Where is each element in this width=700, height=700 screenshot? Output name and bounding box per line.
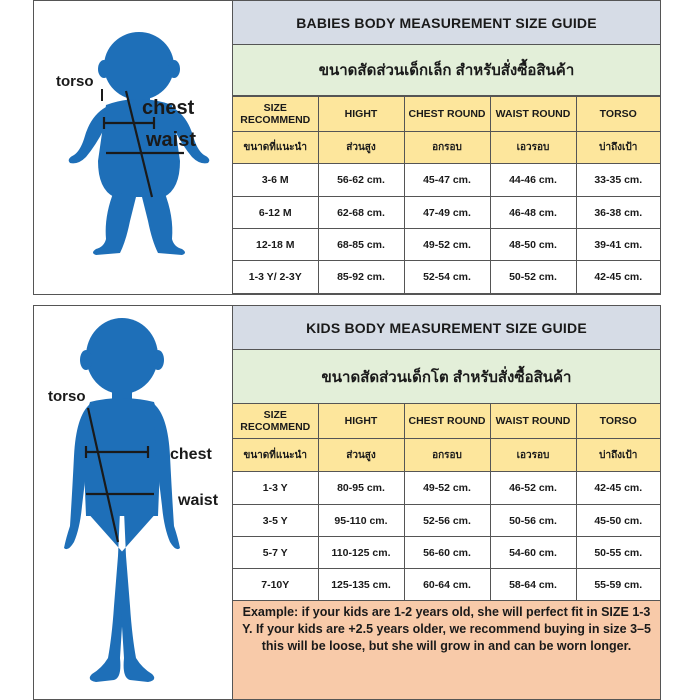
table-cell: 39-41 cm. [576, 229, 660, 261]
thai-header-cell: อกรอบ [404, 439, 490, 472]
example-note: Example: if your kids are 1-2 years old, she will perfect fit in SIZE 1-3 Y. If your kids are +2.5 years older, we recommend buying in size 3–5 this will be loose, but she will grow in and can be worn longer. [233, 600, 660, 699]
table-cell: 33-35 cm. [576, 164, 660, 197]
kids-size-guide [33, 305, 661, 700]
header-cell: WAIST ROUND [490, 97, 576, 132]
header-cell: SIZE RECOMMEND [233, 404, 318, 439]
kids-thai-header-row [233, 439, 660, 472]
table-cell: 80-95 cm. [318, 472, 404, 505]
table-row [233, 537, 660, 569]
table-cell: 42-45 cm. [576, 472, 660, 505]
torso-label: torso [48, 388, 86, 405]
table-cell: 42-45 cm. [576, 261, 660, 294]
baby-figure-area [34, 1, 233, 294]
kids-table-area [233, 306, 660, 699]
table-cell: 58-64 cm. [490, 569, 576, 601]
thai-header-cell: ส่วนสูง [318, 132, 404, 164]
babies-title: BABIES BODY MEASUREMENT SIZE GUIDE [233, 1, 660, 45]
header-cell: TORSO [576, 97, 660, 132]
kids-thai-title: ขนาดสัดส่วนเด็กโต สำหรับสั่งซื้อสินค้า [233, 350, 660, 404]
thai-header-cell: เอวรอบ [490, 132, 576, 164]
chest-label: chest [142, 97, 195, 119]
table-cell: 36-38 cm. [576, 197, 660, 229]
table-cell: 49-52 cm. [404, 472, 490, 505]
babies-table-area [233, 1, 660, 294]
table-cell: 47-49 cm. [404, 197, 490, 229]
baby-silhouette-icon [34, 1, 233, 294]
table-cell: 49-52 cm. [404, 229, 490, 261]
kids-title: KIDS BODY MEASUREMENT SIZE GUIDE [233, 306, 660, 350]
kids-header-row [233, 404, 660, 439]
table-cell: 12-18 M [233, 229, 318, 261]
waist-label: waist [146, 129, 197, 151]
table-cell: 1-3 Y/ 2-3Y [233, 261, 318, 294]
table-row [233, 197, 660, 229]
table-cell: 95-110 cm. [318, 505, 404, 537]
table-cell: 3-6 M [233, 164, 318, 197]
table-cell: 54-60 cm. [490, 537, 576, 569]
table-cell: 6-12 M [233, 197, 318, 229]
table-cell: 46-48 cm. [490, 197, 576, 229]
header-cell: SIZE RECOMMEND [233, 97, 318, 132]
table-row [233, 569, 660, 601]
table-cell: 60-64 cm. [404, 569, 490, 601]
table-cell: 50-55 cm. [576, 537, 660, 569]
babies-thai-title: ขนาดสัดส่วนเด็กเล็ก สำหรับสั่งซื้อสินค้า [233, 45, 660, 96]
thai-header-cell: บ่าถึงเป้า [576, 439, 660, 472]
table-cell: 55-59 cm. [576, 569, 660, 601]
table-cell: 50-56 cm. [490, 505, 576, 537]
table-cell: 45-47 cm. [404, 164, 490, 197]
table-cell: 62-68 cm. [318, 197, 404, 229]
table-cell: 5-7 Y [233, 537, 318, 569]
table-cell: 44-46 cm. [490, 164, 576, 197]
header-cell: HIGHT [318, 97, 404, 132]
table-cell: 46-52 cm. [490, 472, 576, 505]
kids-size-table [233, 403, 660, 601]
thai-header-cell: อกรอบ [404, 132, 490, 164]
babies-thai-header-row [233, 132, 660, 164]
thai-header-cell: ขนาดที่แนะนำ [233, 132, 318, 164]
table-cell: 56-62 cm. [318, 164, 404, 197]
thai-header-cell: เอวรอบ [490, 439, 576, 472]
table-row [233, 229, 660, 261]
table-cell: 1-3 Y [233, 472, 318, 505]
thai-header-cell: ขนาดที่แนะนำ [233, 439, 318, 472]
thai-header-cell: ส่วนสูง [318, 439, 404, 472]
table-row [233, 505, 660, 537]
table-cell: 110-125 cm. [318, 537, 404, 569]
table-cell: 45-50 cm. [576, 505, 660, 537]
babies-size-table [233, 96, 660, 294]
table-cell: 85-92 cm. [318, 261, 404, 294]
table-cell: 48-50 cm. [490, 229, 576, 261]
table-cell: 50-52 cm. [490, 261, 576, 294]
table-row [233, 472, 660, 505]
table-cell: 7-10Y [233, 569, 318, 601]
header-cell: CHEST ROUND [404, 97, 490, 132]
table-cell: 52-56 cm. [404, 505, 490, 537]
table-cell: 68-85 cm. [318, 229, 404, 261]
header-cell: CHEST ROUND [404, 404, 490, 439]
table-row [233, 164, 660, 197]
table-row [233, 261, 660, 294]
header-cell: TORSO [576, 404, 660, 439]
waist-label: waist [178, 492, 219, 509]
table-cell: 56-60 cm. [404, 537, 490, 569]
torso-label: torso [56, 73, 94, 90]
babies-header-row [233, 97, 660, 132]
chest-label: chest [170, 446, 212, 463]
header-cell: HIGHT [318, 404, 404, 439]
kid-figure-area [34, 306, 233, 699]
thai-header-cell: บ่าถึงเป้า [576, 132, 660, 164]
header-cell: WAIST ROUND [490, 404, 576, 439]
table-cell: 3-5 Y [233, 505, 318, 537]
babies-size-guide [33, 0, 661, 295]
table-cell: 125-135 cm. [318, 569, 404, 601]
table-cell: 52-54 cm. [404, 261, 490, 294]
